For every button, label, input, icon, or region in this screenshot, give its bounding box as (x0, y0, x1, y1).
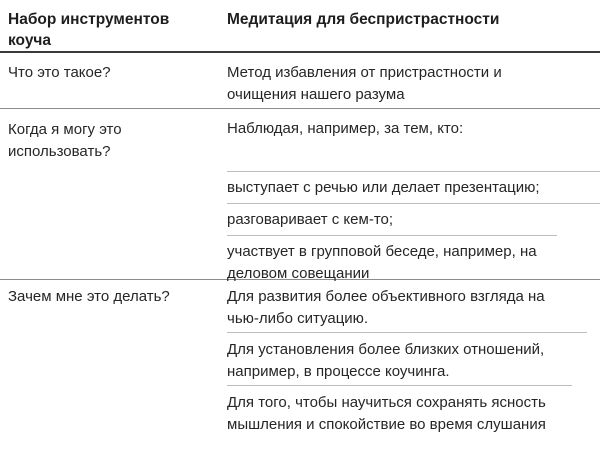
row-answer: разговаривает с кем-то; (227, 203, 600, 235)
row-answer: Для развития более объективного взгляда на чью-либо ситуацию. (227, 288, 545, 327)
row-question: Когда я могу это использовать? (8, 121, 122, 160)
row-answer: участвует в групповой беседе, например, на деловом совещании (227, 235, 557, 279)
header-toolkit-title: Набор инструментов коуча (8, 11, 170, 49)
row-answer: Для того, чтобы научиться сохранять ясность мышления и спокойствие во время слушания (227, 385, 572, 465)
table-header (0, 0, 600, 53)
row-answer: Наблюдая, например, за тем, кто: (227, 120, 464, 137)
table-row (0, 280, 600, 465)
row-answer: Для установления более близких отношений, например, в процессе коучинга. (227, 332, 587, 385)
header-method-title: Медитация для беспристрастности (227, 11, 500, 28)
row-answer: выступает с речью или делает презентацию; (227, 171, 600, 203)
table-row (0, 109, 600, 280)
row-question: Что это такое? (8, 64, 111, 81)
row-answer: Метод избавления от пристрастности и очищения нашего разума (227, 64, 502, 103)
row-question: Зачем мне это делать? (8, 288, 170, 305)
table-row (0, 53, 600, 109)
